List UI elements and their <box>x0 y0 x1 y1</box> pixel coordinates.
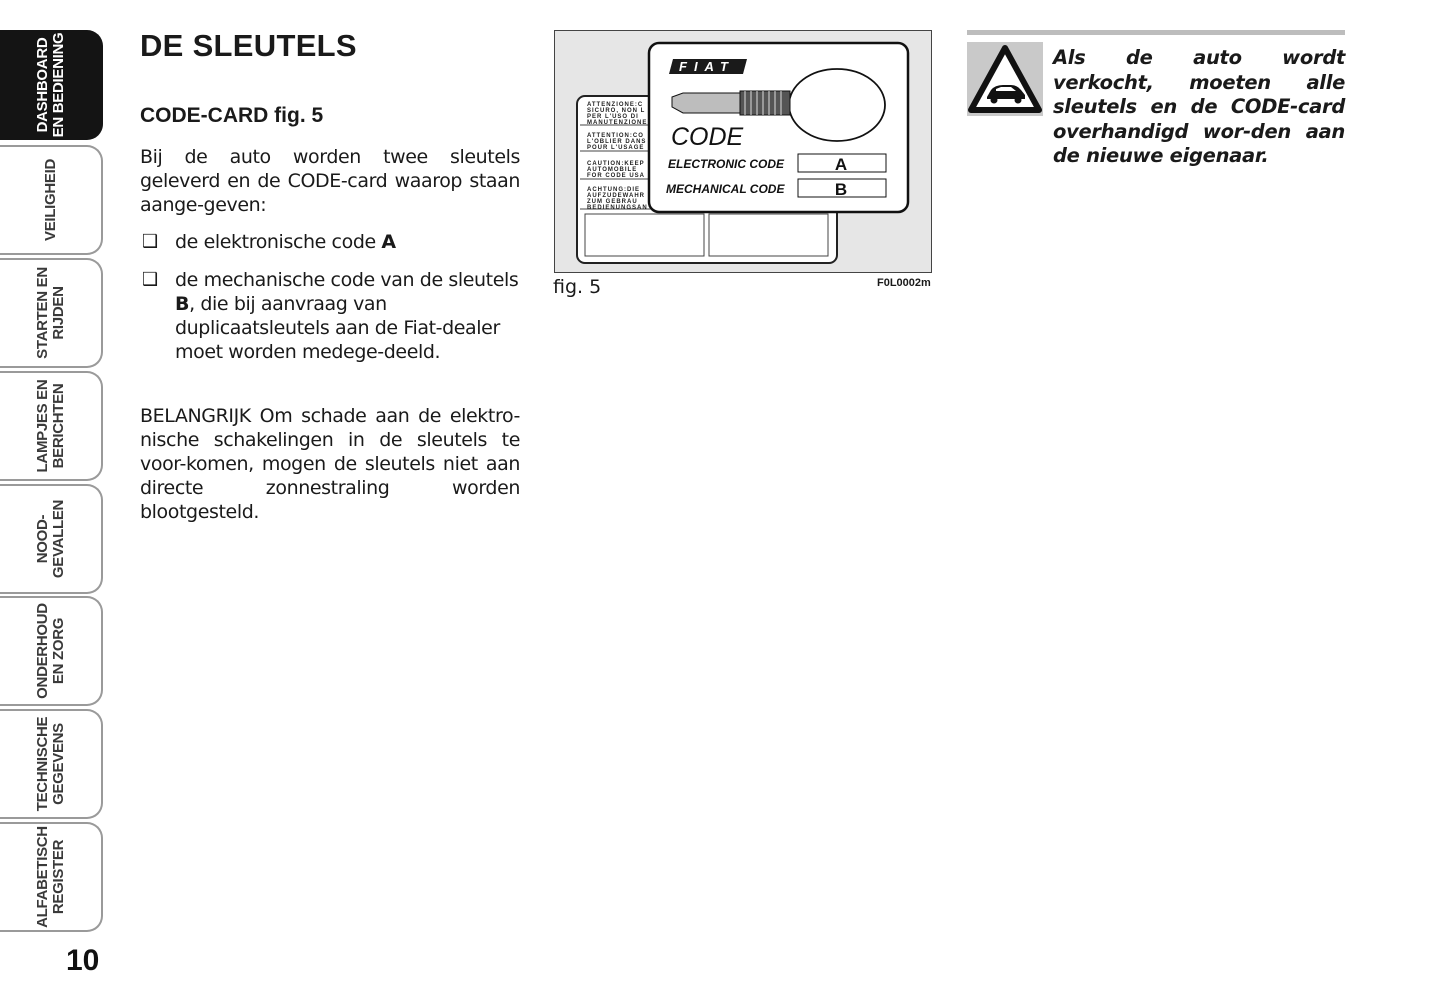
tab-label-line2: REGISTER <box>49 839 67 915</box>
tab-lampjes-en-berichten[interactable] <box>0 371 103 481</box>
back-card-line: ATTENZIONE:C <box>587 102 644 108</box>
tab-label-line2: EN BEDIENING <box>49 32 67 138</box>
tab-dashboard[interactable] <box>0 30 103 140</box>
back-card-line: ACHTUNG:DIE <box>587 187 640 193</box>
back-card-line: SICURO, NON L <box>587 108 646 114</box>
tab-label-line2: GEGEVENS <box>49 723 67 805</box>
tab-alfabetisch-register[interactable] <box>0 822 103 932</box>
back-card-line: AUTOMOBILE <box>587 167 638 173</box>
section-subtitle: CODE-CARD fig. 5 <box>140 104 324 127</box>
card-code-title: CODE <box>671 123 744 151</box>
tab-onderhoud-en-zorg[interactable] <box>0 596 103 706</box>
list-item-text: de elektronische code <box>175 231 382 253</box>
electronic-code-value: A <box>834 155 848 174</box>
tab-label-line1: ALFABETISCH <box>33 826 51 928</box>
code-list <box>140 230 520 378</box>
back-card-line: ZUM GEBRAU <box>587 199 638 205</box>
tab-starten-en-rijden[interactable] <box>0 258 103 368</box>
important-paragraph: BELANGRIJK Om schade aan de elektro-nische schakelingen in de sleutels te voor-komen, mogen de sleutels niet aan directe zonnestraling worden blootgesteld. <box>140 405 520 523</box>
tab-label-line1: DASHBOARD <box>33 37 51 133</box>
back-card-line: L'OBLIER DANS <box>587 139 647 145</box>
list-item-code: A <box>381 231 396 253</box>
figure-code: F0L0002m <box>877 277 931 289</box>
page-number: 10 <box>66 944 100 977</box>
tab-label-line2: BERICHTEN <box>49 383 67 469</box>
back-card-line: MANUTENZIONE <box>587 120 648 126</box>
code-card-illustration <box>555 31 931 272</box>
list-item-text: de mechanische code van de sleutels <box>175 269 519 291</box>
tab-label-line1: STARTEN EN <box>33 267 51 359</box>
fiat-logo-text: FIAT <box>679 59 735 74</box>
checkbox-bullet-icon: ❑ <box>142 269 158 290</box>
tab-label-line2: EN ZORG <box>49 617 67 685</box>
tab-label-line1: VEILIGHEID <box>41 159 59 242</box>
tab-label-line1: NOOD- <box>33 514 51 564</box>
back-card-line: FOR CODE USA <box>587 173 646 179</box>
list-item-code: B <box>175 293 190 315</box>
list-item <box>140 230 520 254</box>
tab-label-line1: LAMPJES EN <box>33 379 51 473</box>
tab-label-line1: ONDERHOUD <box>33 603 51 699</box>
back-card-field <box>709 214 828 256</box>
back-card-field <box>585 214 704 256</box>
back-card-line: CAUTION:KEEP <box>587 161 645 167</box>
intro-paragraph: Bij de auto worden twee sleutels geleverd en de CODE-card waarop staan aange-geven: <box>140 146 520 216</box>
electronic-code-label: ELECTRONIC CODE <box>668 157 785 171</box>
figure-caption: fig. 5 <box>553 276 602 298</box>
tab-label-line2: RIJDEN <box>49 286 67 340</box>
tab-label-line1: TECHNISCHE <box>33 716 51 812</box>
checkbox-bullet-icon: ❑ <box>142 231 158 252</box>
back-card-line: PER L'USO DI <box>587 114 639 120</box>
mechanical-code-label: MECHANICAL CODE <box>666 182 785 196</box>
back-card-line: AUFZUDEWAHR <box>587 193 645 199</box>
fiat-logo <box>669 59 747 74</box>
page-title: DE SLEUTELS <box>140 28 357 63</box>
code-card-figure <box>554 30 932 273</box>
list-item <box>140 268 520 364</box>
note-divider <box>967 30 1345 35</box>
back-card-line: BEDIENUNGSAN <box>587 205 648 211</box>
mechanical-code-value: B <box>834 180 848 199</box>
tab-label-line2: GEVALLEN <box>49 499 67 579</box>
tab-veiligheid[interactable] <box>0 145 103 255</box>
warning-icon <box>967 42 1043 116</box>
tab-noodgevallen[interactable] <box>0 484 103 594</box>
list-item-tail: , die bij aanvraag van duplicaatsleutels aan de Fiat-dealer moet worden medege-deeld. <box>175 293 500 363</box>
tab-technische-gegevens[interactable] <box>0 709 103 819</box>
back-card-line: POUR L'USAGE <box>587 145 645 151</box>
warning-note: Als de auto wordt verkocht, moeten alle sleutels en de CODE-card overhandigd wor-den aan de nieuwe eigenaar. <box>1053 46 1345 167</box>
back-card-line: ATTENTION:CO <box>587 133 644 139</box>
